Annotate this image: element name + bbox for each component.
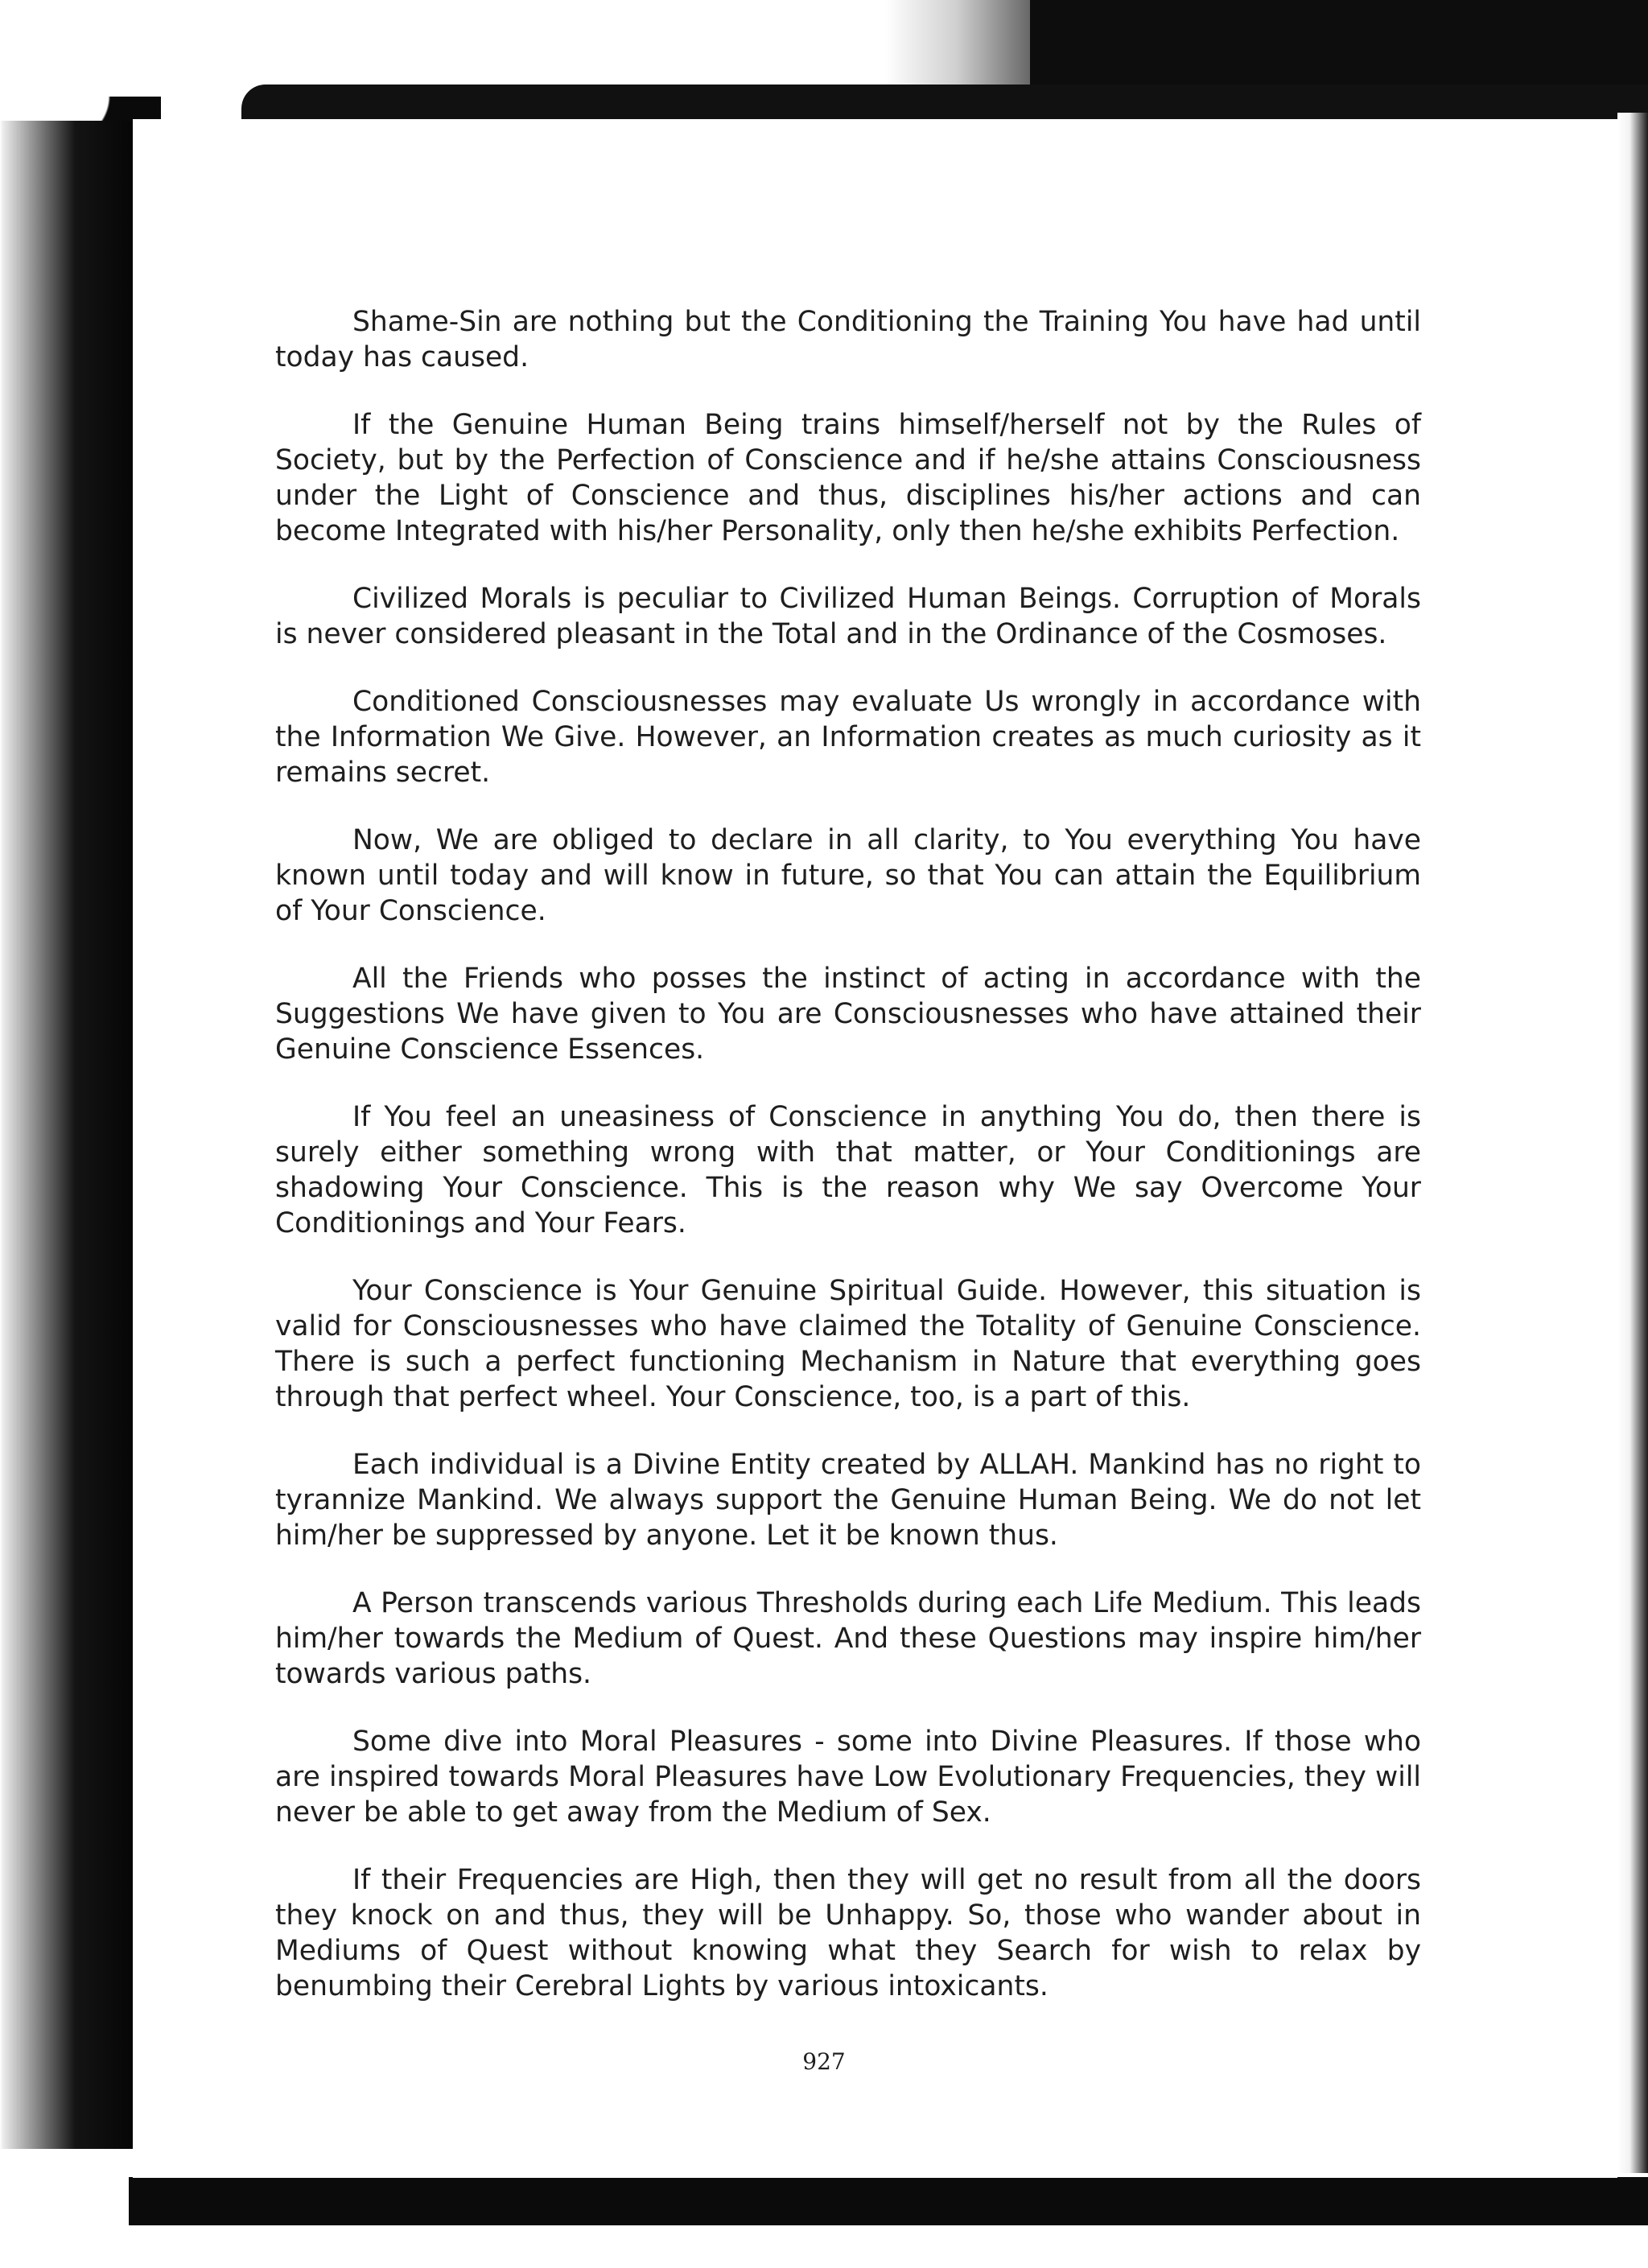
scan-right-edge <box>1617 113 1648 2189</box>
paragraph: All the Friends who posses the instinct of acting in accordance with the Suggestions We have given to You are Consciousnesses who have attained their Genuine Conscience Essences. <box>275 963 1421 1066</box>
scan-left-edge <box>0 121 137 2149</box>
paragraph: Some dive into Moral Pleasures - some into Divine Pleasures. If those who are inspired towards Moral Pleasures have Low Evolutionary Frequencies, they will never be able to get away from the Medium of Sex. <box>275 1726 1421 1829</box>
page-number: 927 <box>802 2048 846 2075</box>
paragraph: Civilized Morals is peculiar to Civilized Human Beings. Corruption of Morals is never considered pleasant in the Total and in the Ordinance of the Cosmoses. <box>275 583 1421 650</box>
paragraph: If their Frequencies are High, then they will get no result from all the doors they knock on and thus, they will be Unhappy. So, those who wander about in Mediums of Quest without knowing what they Search for wish to relax by benumbing their Cerebral Lights by various intoxicants. <box>275 1864 1421 2002</box>
paragraph: A Person transcends various Thresholds during each Life Medium. This leads him/her towards the Medium of Quest. And these Questions may inspire him/her towards various paths. <box>275 1587 1421 1690</box>
paragraph: If the Genuine Human Being trains himself/herself not by the Rules of Society, but by the Perfection of Conscience and if he/she attains Consciousness under the Light of Conscience and thus, disciplines his/her actions and can become Integrated with his/her Personality, only then he/she exhibits Perfection. <box>275 409 1421 547</box>
paragraph: Shame-Sin are nothing but the Conditioning the Training You have had until today has caused. <box>275 306 1421 373</box>
scan-bottom-edge <box>129 2177 1648 2225</box>
paragraph: Your Conscience is Your Genuine Spiritual Guide. However, this situation is valid for Consciousnesses who have claimed the Totality of Genuine Conscience. There is such a perfect functioning Mechanism in Nature that everything goes through that perfect wheel. Your Conscience, too, is a part of this. <box>275 1275 1421 1413</box>
paragraph: If You feel an uneasiness of Conscience in anything You do, then there is surely either something wrong with that matter, or Your Conditionings are shadowing Your Conscience. This is the reason why We say Overcome Your Conditionings and Your Fears. <box>275 1101 1421 1239</box>
page-body <box>275 304 1421 2036</box>
paragraph: Conditioned Consciousnesses may evaluate Us wrongly in accordance with the Information We Give. However, an Information creates as much curiosity as it remains secret. <box>275 686 1421 789</box>
paragraph: Each individual is a Divine Entity created by ALLAH. Mankind has no right to tyrannize Mankind. We always support the Genuine Human Being. We do not let him/her be suppressed by anyone. Let it be known thus. <box>275 1449 1421 1552</box>
paragraph: Now, We are obliged to declare in all clarity, to You everything You have known until today and will know in future, so that You can attain the Equilibrium of Your Conscience. <box>275 824 1421 927</box>
